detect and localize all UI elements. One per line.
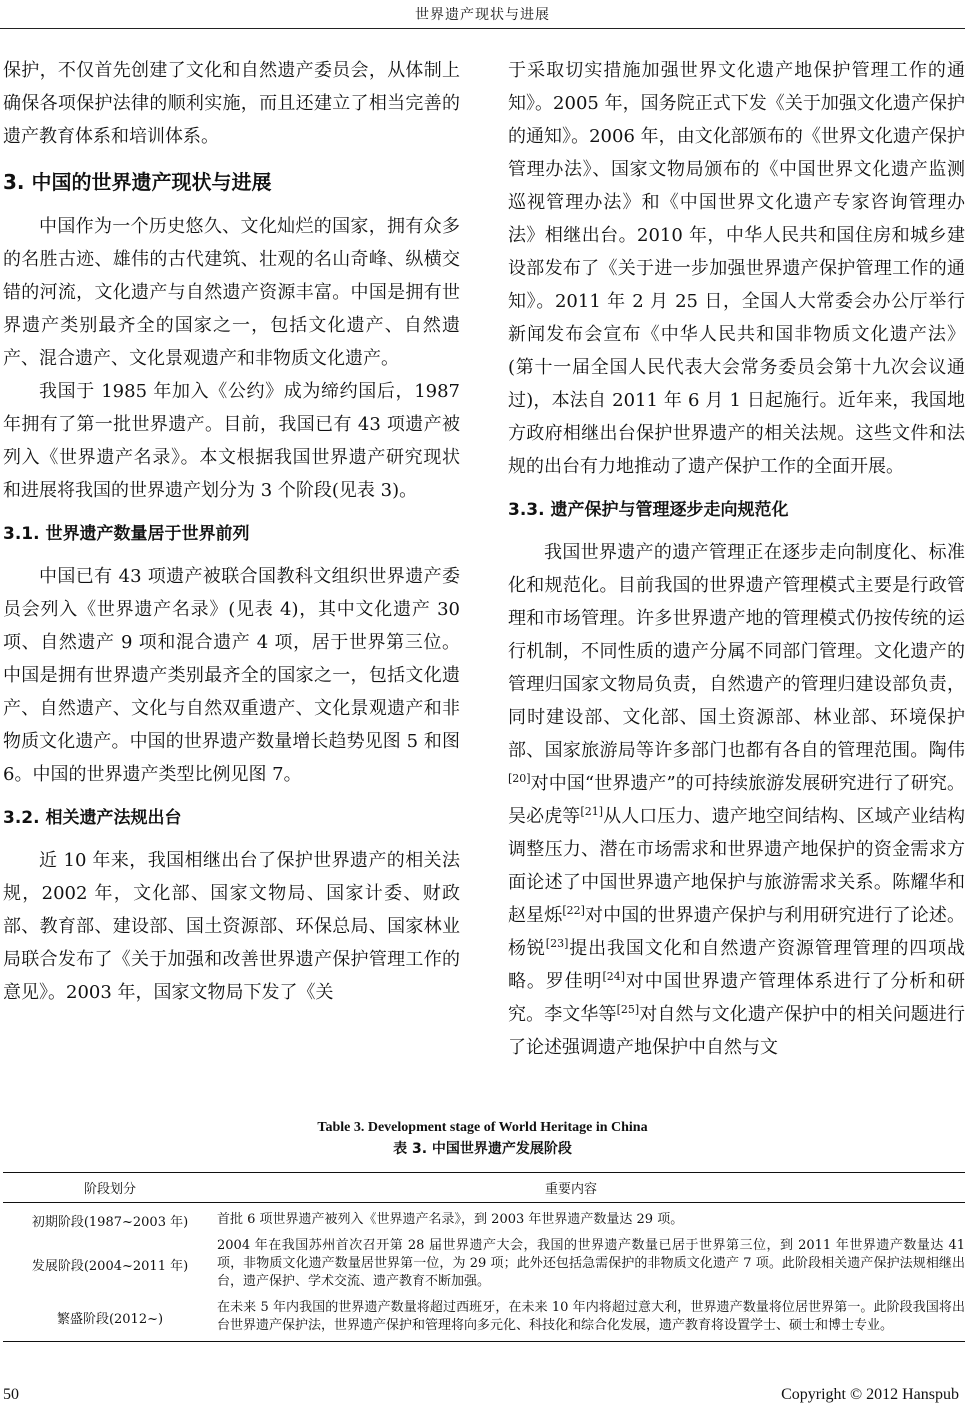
text-run: 提出我国文化和自然遗产资源管理管理的四项战略。罗佳明 <box>508 938 965 992</box>
table-cell-stage: 发展阶段(2004~2011 年) <box>31 1258 189 1274</box>
paragraph: 我国于 1985 年加入《公约》成为缔约国后，1987 年拥有了第一批世界遗产。目前，我国已有 43 项遗产被列入《世界遗产名录》。本文根据我国世界遗产研究现状和进展将我国的世界遗产划分为 3 个阶段(见表 3)。 <box>3 381 460 501</box>
table-cell-stage: 初期阶段(1987~2003 年) <box>31 1214 189 1230</box>
text-run: 对自然与文化遗产保护中的相关问题进行了论述强调遗产地保护中自然与文 <box>508 1004 965 1058</box>
section-heading-3: 3. 中国的世界遗产现状与进展 <box>3 170 272 194</box>
stage-table <box>3 1172 965 1342</box>
paragraph: 于采取切实措施加强世界文化遗产地保护管理工作的通知》。2005 年，国务院正式下发《关于加强文化遗产保护的通知》。2006 年，由文化部颁布的《世界文化遗产保护管理办法》、国家文物局颁布的《中国世界文化遗产监测巡视管理办法》和《中国世界文化遗产专家咨询管理办法》相继出台。2010 年，中华人民共和国住房和城乡建设部发布了《关于进一步加强世界遗产保护管理工作的通知》。2011 年 2 月 25 日，全国人大常委会办公厅举行新闻发布会宣布《中华人民共和国非物质文化遗产法》(第十一届全国人民代表大会常务委员会第十九次会议通过)，本法自 2011 年 6 月 1 日起施行。近年来，我国地方政府相继出台保护世界遗产的相关法规。这些文件和法规的出台有力地推动了遗产保护工作的全面开展。 <box>508 60 965 477</box>
section-heading-3-1: 3.1. 世界遗产数量居于世界前列 <box>3 524 250 544</box>
table-header-row <box>3 1173 965 1203</box>
citation-ref[interactable]: [20] <box>508 772 531 785</box>
table-cell-content: 首批 6 项世界遗产被列入《世界遗产名录》，到 2003 年世界遗产数量达 29 项。 <box>217 1212 684 1227</box>
section-heading-3-3: 3.3. 遗产保护与管理逐步走向规范化 <box>508 500 789 520</box>
paragraph: 中国作为一个历史悠久、文化灿烂的国家，拥有众多的名胜古迹、雄伟的古代建筑、壮观的名山奇峰、纵横交错的河流，文化遗产与自然遗产资源丰富。中国是拥有世界遗产类别最齐全的国家之一，包括文化遗产、自然遗产、混合遗产、文化景观遗产和非物质文化遗产。 <box>3 216 460 369</box>
column-header-content: 重要内容 <box>544 1182 597 1197</box>
paragraph: 近 10 年来，我国相继出台了保护世界遗产的相关法规，2002 年，文化部、国家文物局、国家计委、财政部、教育部、建设部、国土资源部、环保总局、国家林业局联合发布了《关于加强和改善世界遗产保护管理工作的意见》。2003 年，国家文物局下发了《关 <box>3 850 460 1003</box>
table-row <box>3 1235 965 1293</box>
table-row <box>3 1297 965 1337</box>
running-header: 世界遗产现状与进展 <box>415 7 550 23</box>
table-row <box>3 1209 965 1231</box>
table-cell-content: 2004 年在我国苏州首次召开第 28 届世界遗产大会，我国的世界遗产数量已居于世界第三位，到 2011 年世界遗产数量达 41 项，非物质文化遗产数量居世界第一位，为 29 项；此外还包括急需保护的非物质文化遗产 7 项。此阶段相关遗产保护法规相继出台，遗产保护、学术交流、遗产教育不断加强。 <box>217 1238 965 1289</box>
paragraph: 保护，不仅首先创建了文化和自然遗产委员会，从体制上确保各项保护法律的顺利实施，而且还建立了相当完善的遗产教育体系和培训体系。 <box>3 60 460 147</box>
citation-ref[interactable]: [24] <box>602 970 626 983</box>
citation-ref[interactable]: [21] <box>580 805 603 818</box>
copyright: Copyright © 2012 Hanspub <box>781 1386 959 1403</box>
text-run: 对中国世界遗产管理体系进行了分析和研究。李文华等 <box>508 971 965 1025</box>
right-column <box>508 54 965 1112</box>
citation-ref[interactable]: [23] <box>545 937 569 950</box>
left-column <box>3 54 460 1112</box>
paragraph: 中国已有 43 项遗产被联合国教科文组织世界遗产委员会列入《世界遗产名录》(见表 4)，其中文化遗产 30 项、自然遗产 9 项和混合遗产 4 项，居于世界第三位。中国是拥有世界遗产类别最齐全的国家之一，包括文化遗产、自然遗产、文化与自然双重遗产、文化景观遗产和非物质文化遗产。中国的世界遗产数量增长趋势见图 5 和图 6。中国的世界遗产类型比例见图 7。 <box>3 566 460 785</box>
table-cell-content: 在未来 5 年内我国的世界遗产数量将超过西班牙，在未来 10 年内将超过意大利，世界遗产数量将位居世界第一。此阶段我国将出台世界遗产保护法，世界遗产保护和管理将向多元化、科技化和综合化发展，遗产教育将设置学士、硕士和博士专业。 <box>217 1300 965 1333</box>
section-heading-3-2: 3.2. 相关遗产法规出台 <box>3 808 182 828</box>
text-run: 我国世界遗产的遗产管理正在逐步走向制度化、标准化和规范化。目前我国的世界遗产管理模式主要是行政管理和市场管理。许多世界遗产地的管理模式仍按传统的运行机制，不同性质的遗产分属不同部门管理。文化遗产的管理归国家文物局负责，自然遗产的管理归建设部负责，同时建设部、文化部、国土资源部、林业部、环境保护部、国家旅游局等许多部门也都有各自的管理范围。陶伟 <box>508 542 965 761</box>
column-header-stage: 阶段划分 <box>83 1182 136 1197</box>
table-caption-en: Table 3. Development stage of World Heritage in China <box>317 1120 648 1135</box>
text-run: 对中国“世界遗产”的可持续旅游发展研究进行了研究。吴必虎等 <box>508 773 965 827</box>
table-caption-zh: 表 3. 中国世界遗产发展阶段 <box>393 1141 572 1157</box>
page-number: 50 <box>3 1386 19 1403</box>
citation-ref[interactable]: [22] <box>562 904 585 917</box>
header-rule <box>0 28 965 29</box>
citation-ref[interactable]: [25] <box>616 1003 640 1016</box>
text-run: 对中国的世界遗产保护与利用研究进行了论述。杨锐 <box>508 905 965 959</box>
text-run: 从人口压力、遗产地空间结构、区域产业结构调整压力、潜在市场需求和世界遗产地保护的资金需求方面论述了中国世界遗产地保护与旅游需求关系。陈耀华和赵星烁 <box>508 806 965 926</box>
paragraph <box>508 536 965 1064</box>
table-cell-stage: 繁盛阶段(2012~) <box>56 1311 164 1327</box>
